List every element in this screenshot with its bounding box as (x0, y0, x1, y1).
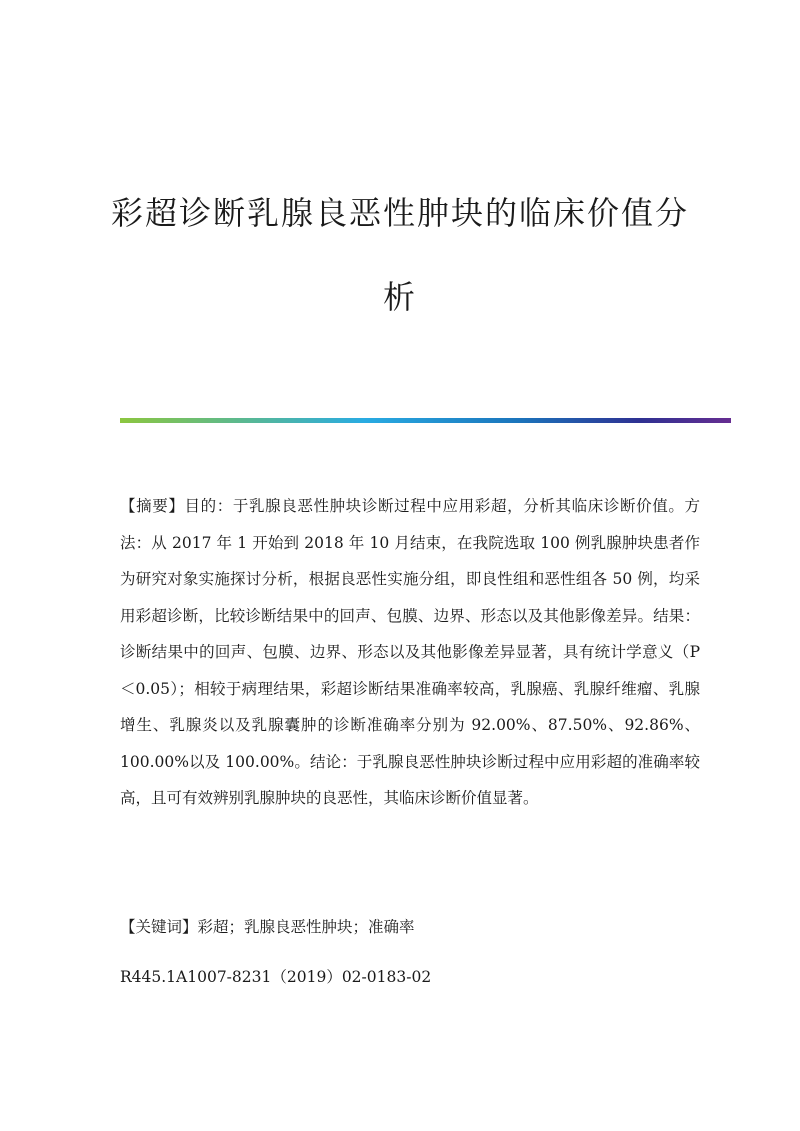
gradient-divider (120, 418, 731, 423)
paper-title-line-2: 析 (382, 278, 417, 316)
keywords-text: 彩超；乳腺良恶性肿块；准确率 (197, 918, 415, 936)
paper-title-line-1: 彩超诊断乳腺良恶性肿块的临床价值分 (110, 194, 689, 232)
classification-code: R445.1A1007-8231（2019）02-0183-02 (120, 968, 432, 986)
keywords-label: 【关键词】 (120, 918, 198, 936)
abstract-label: 【摘要】 (120, 497, 185, 515)
abstract-text: 目的：于乳腺良恶性肿块诊断过程中应用彩超，分析其临床诊断价值。方法：从 2017 年 1 开始到 2018 年 10 月结束，在我院选取 100 例乳腺肿块患者作为研究对象实施探讨分析，根据良恶性实施分组，即良性组和恶性组各 50 例，均采用彩超诊断，比较诊断结果中的回声、包膜、边界、形态以及其他影像差异。结果：诊断结果中的回声、包膜、边界、形态以及其他影像差异显著，具有统计学意义（P＜0.05）；相较于病理结果，彩超诊断结果准确率较高，乳腺癌、乳腺纤维瘤、乳腺增生、乳腺炎以及乳腺囊肿的诊断准确率分别为 92.00%、87.50%、92.86%、100.00%以及 100.00%。结论：于乳腺良恶性肿块诊断过程中应用彩超的准确率较高，且可有效辨别乳腺肿块的良恶性，其临床诊断价值显著。 (120, 497, 700, 807)
abstract-paragraph (120, 488, 700, 817)
keywords-paragraph (120, 912, 700, 942)
